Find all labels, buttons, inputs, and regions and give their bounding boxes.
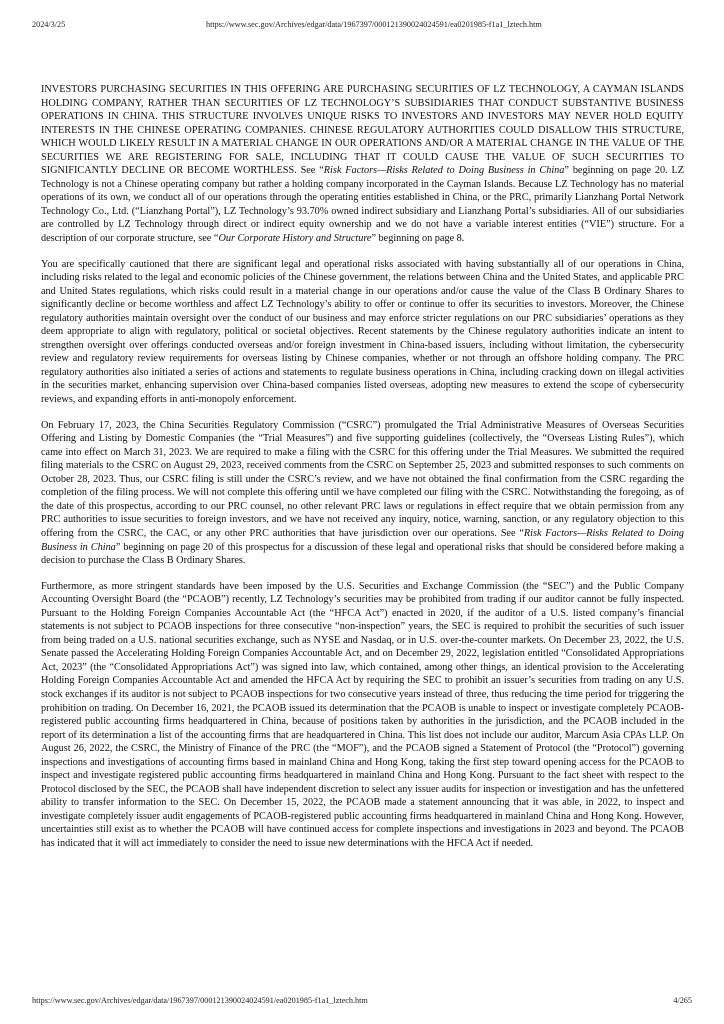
paragraph-text: INVESTORS PURCHASING SECURITIES IN THIS OFFERING ARE PURCHASING SECURITIES OF LZ TECHNOLOGY, A CAYMAN ISLANDS HOLDING COMPANY, RATHER THAN SECURITIES OF LZ TECHNOLOGY’S SUBSIDIARIES THAT CONDUCT SUBSTANTIVE BUSINESS OPERATIONS IN CHINA. THIS STRUCTURE INVOLVES UNIQUE RISKS TO INVESTORS AND INVESTORS MAY NEVER HOLD EQUITY INTERESTS IN THE CHINESE OPERATING COMPANIES. CHINESE REGULATORY AUTHORITIES COULD DISALLOW THIS STRUCTURE, WHICH WOULD LIKELY RESULT IN A MATERIAL CHANGE IN OUR OPERATIONS AND/OR A MATERIAL CHANGE IN THE VALUE OF THE SECURITIES WE ARE REGISTERING FOR SALE, INCLUDING THAT IT COULD CAUSE THE VALUE OF SUCH SECURITIES TO SIGNIFICANTLY DECLINE OR BECOME WORTHLESS. See “ <box>41 84 684 177</box>
page-number: 4/265 <box>673 996 692 1005</box>
paragraph-text: On February 17, 2023, the China Securities Regulatory Commission (“CSRC”) promulgated the Trial Administrative Measures of Overseas Securities Offering and Listing by Domestic Companies (the “Trial Measures”) and five supporting guidelines (collectively, the “Overseas Listing Rules”), which came into effect on March 31, 2023. We are required to make a filing with the CSRC for this offering under the Trial Measures. We submitted the required filing materials to the CSRC on August 29, 2023, received comments from the CSRC on September 25, 2023 and submitted responses to such comments on October 28, 2023. Thus, our CSRC filing is still under the CSRC’s review, and we have not obtained the final confirmation from the CSRC regarding the completion of the filing process. We will not complete this offering until we have completed our filing with the CSRC. Notwithstanding the foregoing, as of the date of this prospectus, according to our PRC counsel, no other relevant PRC laws or regulations in effect require that we obtain permission from any PRC authorities to issue securities to foreign investors, and we have not received any inquiry, notice, warning, sanction, or any regulatory objection to this offering from the CSRC, the CAC, or any other PRC authorities that have jurisdiction over our operations. See “ <box>41 419 684 539</box>
cross-reference-risk-factors: Risk Factors—Risks Related to Doing Business in China <box>323 165 565 177</box>
cross-reference-risk-factors: Risk Factors—Risks Related to Doing Business in China <box>41 527 685 553</box>
paragraph-text: ” beginning on page 20. LZ Technology is not a Chinese operating company but rather a holding company incorporated in the Cayman Islands. Because LZ Technology has no material operations of its own, we conduct all of our operations through the operating entities established in China, or the PRC, primarily Lianzhang Portal Network Technology Co., Ltd. (“Lianzhang Portal”), LZ Technology’s 93.70% owned indirect subsidiary and Lianzhang Portal’s subsidiaries. All of our subsidiaries are controlled by LZ Technology through direct or indirect equity ownership and we do not have a variable interest entities (“VIE”) structure. For a description of our corporate structure, see “ <box>41 165 684 245</box>
paragraph-operational-risks: You are specifically cautioned that there are significant legal and operational risks associated with having substantially all of our operations in China, including risks related to the legal and economic policies of the Chinese government, the relations between China and the United States, and applicable PRC and United States regulations, which risks could result in a material change in our operations and/or cause the value of the Class B Ordinary Shares to significantly decline or become worthless and affect LZ Technology’s ability to offer or continue to offer its securities to investors. Moreover, the Chinese regulatory authorities maintain oversight over the conduct of our business and may enforce stricter regulations on our PRC subsidiaries’ operations as they deem appropriate to align with regulatory, political or societal objectives. Recent statements by the Chinese regulatory authorities indicate an intent to strengthen oversight over offerings conducted overseas and/or foreign investment in China-based issuers, including without limitation, the cybersecurity review and regulatory review requirements for overseas listing by Chinese companies, whether or not through an offshore holding company. The PRC regulatory authorities also initiated a series of actions and statements to regulate business operations in China, including cracking down on illegal activities in the securities market, enhancing supervision over China-based companies listed overseas, adopting new measures to extend the scope of cybersecurity reviews, and expanding efforts in anti-monopoly enforcement. <box>41 258 684 406</box>
print-date: 2024/3/25 <box>32 20 66 29</box>
paragraph-pcaob-hfca: Furthermore, as more stringent standards have been imposed by the U.S. Securities and Exchange Commission (the “SEC”) and the Public Company Accounting Oversight Board (the “PCAOB”) recently, LZ Technology’s securities may be prohibited from trading if our auditor cannot be fully inspected. Pursuant to the Holding Foreign Companies Accountable Act (the “HFCA Act”) enacted in 2020, if the auditor of a U.S. listed company’s financial statements is not subject to PCAOB inspections for three consecutive “non-inspection” years, the SEC is required to prohibit the securities of such issuer from being traded on a U.S. national securities exchange, such as NYSE and Nasdaq, or in U.S. over-the-counter markets. On December 23, 2022, the U.S. Senate passed the Accelerating Holding Foreign Companies Accountable Act, and on December 29, 2022, legislation entitled “Consolidated Appropriations Act, 2023” (the “Consolidated Appropriations Act”) was signed into law, which contained, among other things, an identical provision to the Accelerating Holding Foreign Companies Accountable Act and amended the HFCA Act by requiring the SEC to prohibit an issuer’s securities from trading on any U.S. stock exchanges if its auditor is not subject to PCAOB inspections for two consecutive years instead of three, thus reducing the time period for triggering the prohibition on trading. On December 16, 2021, the PCAOB issued its determination that the PCAOB is unable to inspect or investigate completely PCAOB-registered public accounting firms headquartered in China, because of positions taken by authorities in the jurisdiction, and the PCAOB included in the report of its determination a list of the accounting firms that are headquartered in China. This list does not include our auditor, Marcum Asia CPAs LLP. On August 26, 2022, the CSRC, the Ministry of Finance of the PRC (the “MOF”), and the PCAOB signed a Statement of Protocol (the “Protocol”) governing inspections and investigations of accounting firms based in mainland China and Hong Kong, taking the first step toward opening access for the PCAOB to inspect and investigate registered public accounting firms headquartered in mainland China and Hong Kong. Pursuant to the fact sheet with respect to the Protocol disclosed by the SEC, the PCAOB shall have independent discretion to select any issuer audits for inspection or investigation and has the unfettered ability to transfer information to the SEC. On December 15, 2022, the PCAOB made a statement announcing that it was able, in 2022, to inspect and investigate completely issuer audit engagements of PCAOB-registered public accounting firms headquartered in mainland China and Hong Kong. However, uncertainties still exist as to whether the PCAOB will have continued access for complete inspections and investigations in 2023 and beyond. The PCAOB has indicated that it will act immediately to consider the need to issue new determinations with the HFCA Act if needed. <box>41 580 684 849</box>
print-url: https://www.sec.gov/Archives/edgar/data/1967397/000121390024024591/ea0201985-f1a1_lztech.htm <box>206 20 542 29</box>
paragraph-investor-warning <box>41 83 684 246</box>
footer-url: https://www.sec.gov/Archives/edgar/data/1967397/000121390024024591/ea0201985-f1a1_lztech.htm <box>32 996 368 1005</box>
paragraph-text: ” beginning on page 20 of this prospectus for a discussion of these legal and operational risks that should be considered before making a decision to purchase the Class B Ordinary Shares. <box>41 541 684 567</box>
document-body <box>41 83 684 863</box>
paragraph-text: ” beginning on page 8. <box>371 233 465 245</box>
cross-reference-corporate-history: Our Corporate History and Structure <box>218 233 372 245</box>
paragraph-csrc-filing <box>41 419 684 568</box>
